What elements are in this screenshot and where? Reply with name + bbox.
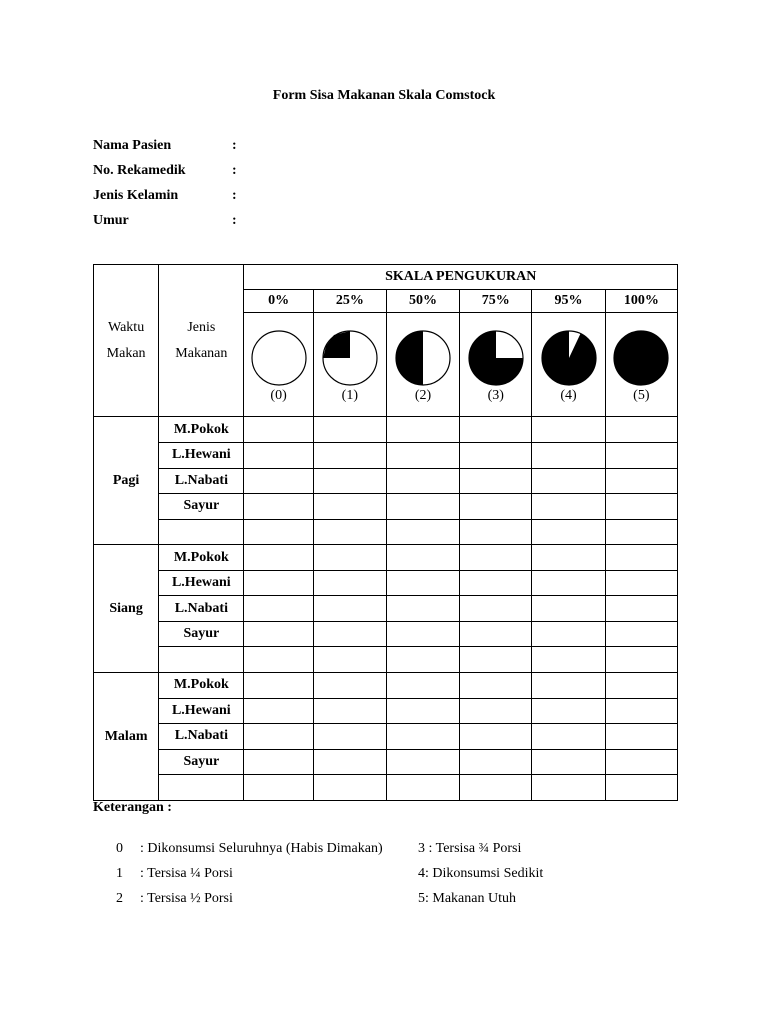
score-cell[interactable] xyxy=(386,775,459,801)
food-type-cell: Sayur xyxy=(159,621,244,647)
scale-cell-2 xyxy=(386,313,459,417)
score-cell[interactable] xyxy=(244,621,313,647)
score-cell[interactable] xyxy=(386,442,459,468)
score-cell[interactable] xyxy=(532,698,605,724)
scale-code: (5) xyxy=(633,388,650,404)
ket-num: 2 xyxy=(116,891,123,906)
field-no-rekamedik xyxy=(93,163,237,181)
score-cell[interactable] xyxy=(386,417,459,443)
score-cell[interactable] xyxy=(605,494,677,520)
table-row xyxy=(94,749,678,775)
score-cell[interactable] xyxy=(605,749,677,775)
score-cell[interactable] xyxy=(244,775,313,801)
waktu-label: Waktu xyxy=(108,319,145,335)
score-cell[interactable] xyxy=(313,724,386,750)
score-cell[interactable] xyxy=(386,570,459,596)
field-nama-pasien xyxy=(93,138,237,156)
score-cell[interactable] xyxy=(313,417,386,443)
score-cell[interactable] xyxy=(313,673,386,699)
score-cell[interactable] xyxy=(460,494,532,520)
score-cell[interactable] xyxy=(313,749,386,775)
score-cell[interactable] xyxy=(313,519,386,545)
score-cell[interactable] xyxy=(313,621,386,647)
score-cell[interactable] xyxy=(605,673,677,699)
score-cell[interactable] xyxy=(532,570,605,596)
score-cell[interactable] xyxy=(460,724,532,750)
table-row xyxy=(94,724,678,750)
score-cell[interactable] xyxy=(605,775,677,801)
field-colon: : xyxy=(232,138,237,153)
table-row xyxy=(94,468,678,494)
score-cell[interactable] xyxy=(386,647,459,673)
score-cell[interactable] xyxy=(605,698,677,724)
form-title: Form Sisa Makanan Skala Comstock xyxy=(272,88,496,103)
score-cell[interactable] xyxy=(605,621,677,647)
comstock-table xyxy=(93,264,678,801)
score-cell[interactable] xyxy=(605,647,677,673)
score-cell[interactable] xyxy=(313,442,386,468)
table-row xyxy=(94,596,678,622)
meal-time-cell: Siang xyxy=(94,545,159,673)
field-colon: : xyxy=(232,163,237,178)
score-cell[interactable] xyxy=(460,468,532,494)
score-cell[interactable] xyxy=(532,519,605,545)
plate-95-percent-icon xyxy=(539,330,599,386)
field-label: Jenis Kelamin xyxy=(93,188,179,203)
score-cell[interactable] xyxy=(386,621,459,647)
score-cell[interactable] xyxy=(244,749,313,775)
score-cell[interactable] xyxy=(244,468,313,494)
scale-code: (0) xyxy=(270,388,287,404)
score-cell[interactable] xyxy=(460,417,532,443)
score-cell[interactable] xyxy=(313,468,386,494)
score-cell[interactable] xyxy=(605,417,677,443)
food-type-cell: Sayur xyxy=(159,494,244,520)
score-cell[interactable] xyxy=(532,621,605,647)
meal-rows xyxy=(94,417,678,801)
score-cell[interactable] xyxy=(532,442,605,468)
ket-right: 5: Makanan Utuh xyxy=(418,891,516,906)
scale-cell-1 xyxy=(313,313,386,417)
plate-0-percent-icon xyxy=(249,330,309,386)
table-row xyxy=(94,698,678,724)
food-type-cell: L.Nabati xyxy=(159,724,244,750)
score-cell[interactable] xyxy=(460,545,532,571)
score-cell[interactable] xyxy=(386,749,459,775)
food-type-cell: L.Hewani xyxy=(159,570,244,596)
ket-num: 0 xyxy=(116,841,123,856)
table-row xyxy=(94,647,678,673)
score-cell[interactable] xyxy=(532,596,605,622)
score-cell[interactable] xyxy=(460,519,532,545)
table-row xyxy=(94,545,678,571)
pct-100: 100% xyxy=(605,289,677,313)
score-cell[interactable] xyxy=(244,545,313,571)
food-type-cell xyxy=(159,775,244,801)
ket-text: : Dikonsumsi Seluruhnya (Habis Dimakan) xyxy=(140,841,383,856)
score-cell[interactable] xyxy=(532,417,605,443)
pct-95: 95% xyxy=(532,289,605,313)
scale-cell-4 xyxy=(532,313,605,417)
score-cell[interactable] xyxy=(460,596,532,622)
plate-50-percent-icon xyxy=(393,330,453,386)
score-cell[interactable] xyxy=(605,442,677,468)
score-cell[interactable] xyxy=(605,545,677,571)
score-cell[interactable] xyxy=(532,494,605,520)
scale-cell-0 xyxy=(244,313,313,417)
score-cell[interactable] xyxy=(460,775,532,801)
ket-right: 3 : Tersisa ¾ Porsi xyxy=(418,841,522,856)
pct-0: 0% xyxy=(244,289,313,313)
food-type-cell: M.Pokok xyxy=(159,417,244,443)
score-cell[interactable] xyxy=(532,775,605,801)
score-cell[interactable] xyxy=(244,724,313,750)
score-cell[interactable] xyxy=(313,545,386,571)
score-cell[interactable] xyxy=(605,519,677,545)
jenis-makanan-header xyxy=(159,265,244,417)
score-cell[interactable] xyxy=(313,647,386,673)
score-cell[interactable] xyxy=(244,647,313,673)
score-cell[interactable] xyxy=(532,545,605,571)
score-cell[interactable] xyxy=(605,570,677,596)
score-cell[interactable] xyxy=(460,749,532,775)
ket-right: 4: Dikonsumsi Sedikit xyxy=(418,866,544,881)
waktu-makan-header xyxy=(94,265,159,417)
food-type-cell xyxy=(159,519,244,545)
score-cell[interactable] xyxy=(460,647,532,673)
table-row xyxy=(94,775,678,801)
score-cell[interactable] xyxy=(244,698,313,724)
scale-code: (4) xyxy=(560,388,577,404)
ket-text: : Tersisa ½ Porsi xyxy=(140,891,233,906)
table-row xyxy=(94,621,678,647)
score-cell[interactable] xyxy=(460,621,532,647)
score-cell[interactable] xyxy=(532,468,605,494)
score-cell[interactable] xyxy=(386,724,459,750)
score-cell[interactable] xyxy=(244,442,313,468)
table-row xyxy=(94,442,678,468)
food-type-cell: Sayur xyxy=(159,749,244,775)
score-cell[interactable] xyxy=(386,494,459,520)
score-cell[interactable] xyxy=(605,596,677,622)
field-label: No. Rekamedik xyxy=(93,163,186,178)
meal-time-cell: Malam xyxy=(94,673,159,801)
field-colon: : xyxy=(232,213,237,228)
score-cell[interactable] xyxy=(313,775,386,801)
score-cell[interactable] xyxy=(313,596,386,622)
score-cell[interactable] xyxy=(605,724,677,750)
ket-text: : Tersisa ¼ Porsi xyxy=(140,866,233,881)
score-cell[interactable] xyxy=(460,570,532,596)
score-cell[interactable] xyxy=(460,698,532,724)
field-label: Umur xyxy=(93,213,129,228)
score-cell[interactable] xyxy=(386,545,459,571)
score-cell[interactable] xyxy=(386,596,459,622)
table-row xyxy=(94,673,678,699)
score-cell[interactable] xyxy=(313,698,386,724)
score-cell[interactable] xyxy=(532,647,605,673)
food-type-cell: L.Hewani xyxy=(159,698,244,724)
score-cell[interactable] xyxy=(244,519,313,545)
keterangan-title: Keterangan : xyxy=(93,800,172,815)
pct-25: 25% xyxy=(313,289,386,313)
field-colon: : xyxy=(232,188,237,203)
plate-100-percent-icon xyxy=(611,330,671,386)
table-row xyxy=(94,494,678,520)
score-cell[interactable] xyxy=(532,724,605,750)
table-row xyxy=(94,417,678,443)
pct-50: 50% xyxy=(386,289,459,313)
food-type-cell: L.Nabati xyxy=(159,596,244,622)
table-row xyxy=(94,570,678,596)
score-cell[interactable] xyxy=(386,468,459,494)
scale-code: (2) xyxy=(414,388,432,404)
food-type-cell: M.Pokok xyxy=(159,673,244,699)
field-label: Nama Pasien xyxy=(93,138,172,153)
score-cell[interactable] xyxy=(244,417,313,443)
score-cell[interactable] xyxy=(244,596,313,622)
skala-pengukuran-header: SKALA PENGUKURAN xyxy=(244,265,678,290)
meal-time-cell: Pagi xyxy=(94,417,159,545)
plate-75-percent-icon xyxy=(466,330,526,386)
scale-cell-3 xyxy=(460,313,532,417)
makanan-label: Makanan xyxy=(175,345,228,361)
score-cell[interactable] xyxy=(244,673,313,699)
score-cell[interactable] xyxy=(532,673,605,699)
score-cell[interactable] xyxy=(313,494,386,520)
score-cell[interactable] xyxy=(605,468,677,494)
score-cell[interactable] xyxy=(386,519,459,545)
pct-75: 75% xyxy=(460,289,532,313)
score-cell[interactable] xyxy=(460,673,532,699)
food-type-cell: L.Hewani xyxy=(159,442,244,468)
score-cell[interactable] xyxy=(313,570,386,596)
food-type-cell: L.Nabati xyxy=(159,468,244,494)
score-cell[interactable] xyxy=(244,570,313,596)
scale-code: (1) xyxy=(341,388,358,404)
score-cell[interactable] xyxy=(386,673,459,699)
field-jenis-kelamin xyxy=(93,188,237,206)
score-cell[interactable] xyxy=(244,494,313,520)
scale-cell-5 xyxy=(605,313,677,417)
score-cell[interactable] xyxy=(460,442,532,468)
ket-num: 1 xyxy=(116,866,123,881)
food-type-cell: M.Pokok xyxy=(159,545,244,571)
scale-code: (3) xyxy=(487,388,504,404)
table-row xyxy=(94,519,678,545)
food-type-cell xyxy=(159,647,244,673)
field-umur xyxy=(93,213,237,231)
score-cell[interactable] xyxy=(386,698,459,724)
makan-label: Makan xyxy=(106,345,146,361)
score-cell[interactable] xyxy=(532,749,605,775)
plate-25-percent-icon xyxy=(320,330,380,386)
jenis-label: Jenis xyxy=(187,319,216,335)
